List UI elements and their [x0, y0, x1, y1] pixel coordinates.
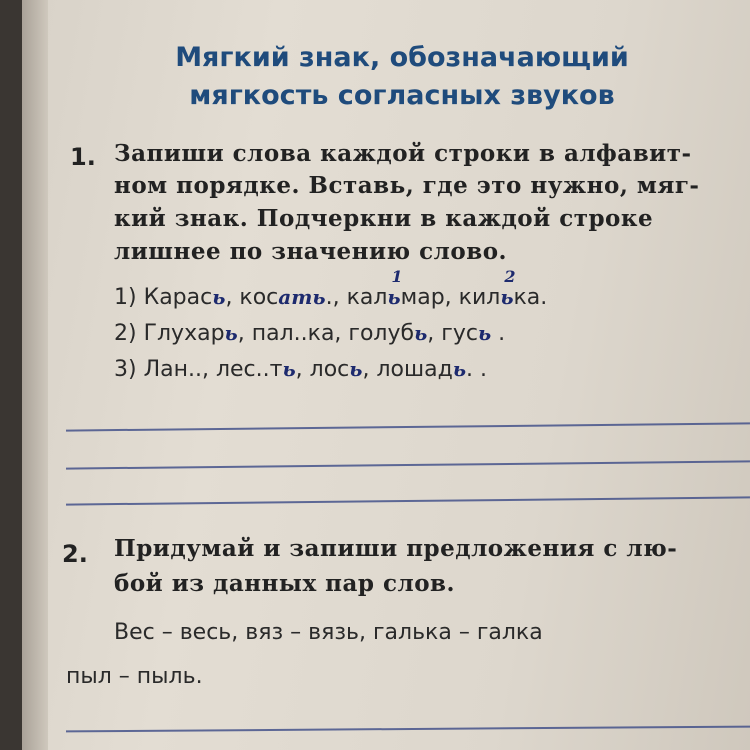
- task-2-line-1: Придумай и запиши предложения с лю-: [114, 535, 678, 562]
- word-pairs-line-2: пыл – пыль.: [66, 664, 203, 689]
- exercise-row-1: [114, 267, 548, 310]
- section-title-line-2: мягкость согласных звуков: [189, 80, 615, 111]
- handwritten-letter: ь: [452, 357, 467, 381]
- handwritten-letter: ь: [224, 321, 238, 345]
- row-text: .: [491, 321, 506, 346]
- row-text: , лос: [295, 357, 350, 382]
- writing-line-1: [66, 422, 750, 431]
- section-title-line-1: Мягкий знак, обозначающий: [175, 42, 629, 73]
- row-text: ка.: [513, 285, 548, 310]
- exercise-row-3: [114, 357, 487, 382]
- textbook-page: [22, 0, 750, 750]
- handwritten-letter: 2 ь: [500, 267, 516, 309]
- task-2-line-2: бой из данных пар слов.: [114, 570, 456, 597]
- task-1-line-3: кий знак. Подчеркни в каждой строке: [114, 205, 654, 232]
- exercise-row-2: [114, 321, 505, 346]
- writing-line-2: [66, 460, 750, 469]
- handwritten-order-number: 1: [391, 267, 403, 286]
- row-text: , гус: [427, 321, 478, 346]
- task-1-number: 1.: [70, 143, 96, 171]
- task-1-line-1: Запиши слова каждой строки в алфавит-: [114, 140, 692, 167]
- row-text: Глухар: [143, 321, 225, 346]
- row-label: 2): [114, 321, 144, 346]
- handwritten-letter: ь: [349, 357, 363, 381]
- row-label: 3): [114, 357, 144, 382]
- row-text: , лошад: [362, 357, 453, 382]
- row-text: мар, кил: [400, 285, 501, 310]
- row-text: , кос: [225, 285, 279, 310]
- row-text: ., кал: [325, 285, 388, 310]
- writing-line-4: [66, 726, 750, 733]
- handwritten-order-number: 2: [504, 267, 516, 286]
- handwritten-letter: ь: [282, 357, 296, 381]
- row-text: . .: [466, 357, 487, 382]
- handwritten-letters: ать: [278, 285, 326, 309]
- task-1-line-2: ном порядке. Вставь, где это нужно, мяг-: [114, 172, 700, 199]
- task-2-number: 2.: [62, 540, 88, 568]
- handwritten-letter: ь: [212, 285, 226, 309]
- handwritten-letter: ь: [477, 321, 492, 345]
- row-text: Лан.., лес..т: [143, 357, 283, 382]
- page-gutter: [22, 0, 48, 750]
- handwritten-letter: ь: [414, 321, 428, 345]
- row-label: 1): [114, 285, 144, 310]
- handwritten-letter: 1 ь: [387, 267, 403, 309]
- task-1-line-4: лишнее по значению слово.: [114, 238, 508, 265]
- word-pairs-line-1: Вес – весь, вяз – вязь, галька – галка: [114, 620, 543, 645]
- row-text: Карас: [143, 285, 213, 310]
- row-text: , пал..ка, голуб: [237, 321, 415, 346]
- writing-line-3: [66, 496, 750, 505]
